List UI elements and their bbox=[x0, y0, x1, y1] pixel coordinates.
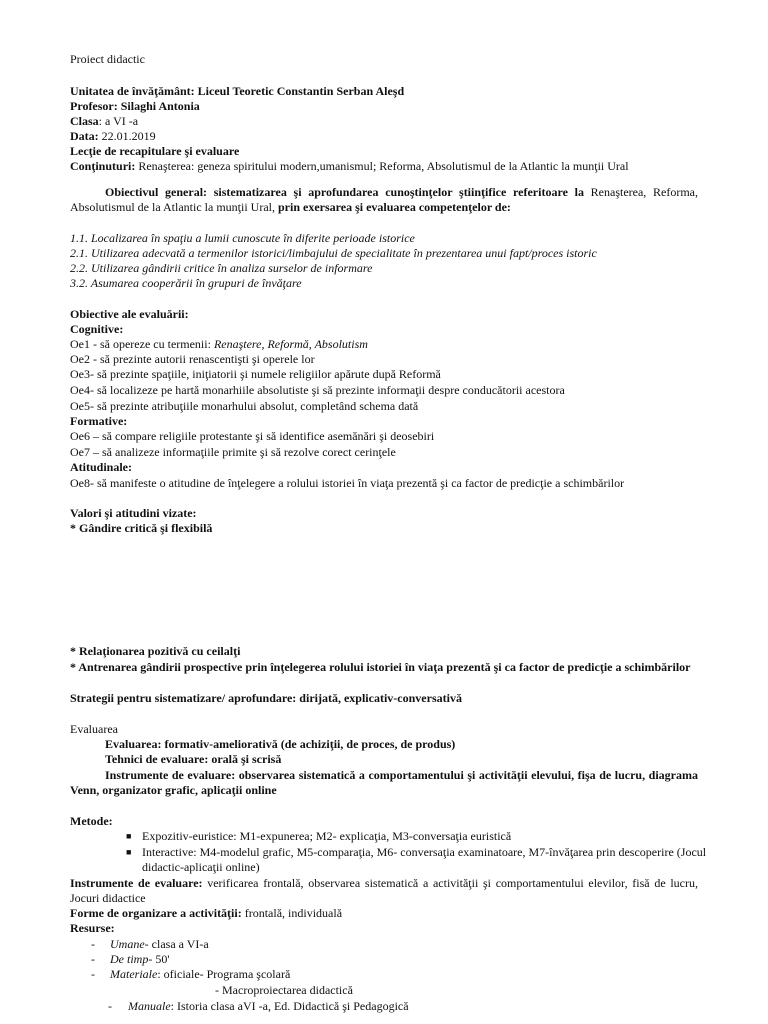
dash: - bbox=[108, 999, 112, 1013]
class-value: : a VI -a bbox=[98, 114, 139, 128]
method-item-cont: didactic-aplicaţii online) bbox=[142, 860, 260, 874]
objective-oe3: Oe3- să prezinte spaţiile, iniţiatorii şi numele religiilor apărute după Reformă bbox=[70, 367, 441, 381]
contents-label: Conţinuturi: bbox=[70, 159, 136, 173]
bullet-icon: ■ bbox=[126, 847, 132, 857]
competence-item: 3.2. Asumarea cooperării în grupuri de învăţare bbox=[70, 276, 302, 290]
method-item: Expozitiv-euristice: M1-expunerea; M2- explicaţia, M3-conversaţia euristică bbox=[142, 829, 512, 843]
evaluation-instruments: Instrumente de evaluare: observarea sistematică a comportamentului şi activităţii elevului, fişa de lucru, diagrama Venn, organizator grafic, aplicaţii online bbox=[70, 768, 698, 797]
objective-oe8: Oe8- să manifeste o atitudine de înţelegere a rolului istoriei în viaţa prezentă şi ca factor de predicţie a schimbărilor bbox=[70, 476, 625, 490]
doc-title: Proiect didactic bbox=[70, 52, 145, 66]
school-unit: Unitatea de învăţământ: Liceul Teoretic Constantin Serban Aleşd bbox=[70, 84, 405, 98]
methods-title: Metode: bbox=[70, 814, 113, 828]
lesson-type: Lecţie de recapitulare şi evaluare bbox=[70, 144, 240, 158]
teacher: Profesor: Silaghi Antonia bbox=[70, 99, 200, 113]
attitudinal-label: Atitudinale: bbox=[70, 460, 133, 474]
bullet-icon: ■ bbox=[126, 831, 132, 841]
resources-title: Resurse: bbox=[70, 921, 115, 935]
objective-oe2: Oe2 - să prezinte autorii renascentişti şi operele lor bbox=[70, 352, 315, 366]
resource-manuals: Manuale: Istoria clasa aVI -a, Ed. Didactică şi Pedagogică bbox=[128, 999, 409, 1013]
resource-materials: Materiale: oficiale- Programa şcolară bbox=[110, 967, 291, 981]
objective-oe4: Oe4- să localizeze pe hartă monarhiile absolutiste şi să prezinte informaţii despre conducătorii acestora bbox=[70, 383, 565, 397]
general-objective: Obiectivul general: sistematizarea şi aprofundarea cunoştinţelor ştiinţifice referitoare la Renaşterea, Reforma, Absolutismul de la Atlantic la munţii Ural, prin exersarea şi evaluarea competenţelor de: bbox=[70, 185, 698, 214]
strategies: Strategii pentru sistematizare/ aprofundare: dirijată, explicativ-conversativă bbox=[70, 691, 462, 705]
date-label: Data: bbox=[70, 129, 99, 143]
objective-oe7: Oe7 – să analizeze informaţiile primite şi să rezolve corect cerinţele bbox=[70, 445, 396, 459]
instruments-line: Instrumente de evaluare: verificarea frontală, observarea sistematică a activităţii şi comportamentului elevilor, fisă de lucru, Jocuri didactice bbox=[70, 876, 699, 905]
objective-oe5: Oe5- să prezinte atribuţiile monarhului absolut, completând schema dată bbox=[70, 399, 419, 413]
evaluation-techniques: Tehnici de evaluare: orală şi scrisă bbox=[105, 752, 282, 766]
dash: - bbox=[91, 937, 95, 951]
resource-macro: - Macroproiectarea didactică bbox=[215, 983, 353, 997]
value-item: * Gândire critică şi flexibilă bbox=[70, 521, 213, 535]
values-title: Valori şi atitudini vizate: bbox=[70, 506, 197, 520]
resource-human: Umane- clasa a VI-a bbox=[110, 937, 209, 951]
competence-item: 1.1. Localizarea în spaţiu a lumii cunoscute în diferite perioade istorice bbox=[70, 231, 415, 245]
dash: - bbox=[91, 952, 95, 966]
objective-oe1: Oe1 - să opereze cu termenii: Renaştere, Reformă, Absolutism bbox=[70, 337, 368, 351]
objective-oe6: Oe6 – să compare religiile protestante şi să identifice asemănări şi deosebiri bbox=[70, 429, 435, 443]
formative-label: Formative: bbox=[70, 414, 128, 428]
value-item: * Antrenarea gândirii prospective prin înţelegerea rolului istoriei în viaţa prezentă şi ca factor de predicţie a schimbărilor bbox=[70, 660, 691, 674]
contents-line bbox=[70, 159, 629, 174]
organization-forms: Forme de organizare a activităţii: frontală, individuală bbox=[70, 906, 343, 920]
resource-time: De timp- 50' bbox=[110, 952, 170, 966]
value-item: * Relaţionarea pozitivă cu ceilalţi bbox=[70, 644, 241, 658]
competence-item: 2.1. Utilizarea adecvată a termenilor istorici/limbajului de specialitate în prezentarea unui fapt/proces istoric bbox=[70, 246, 597, 260]
eval-objectives-title: Obiective ale evaluării: bbox=[70, 307, 189, 321]
cognitive-label: Cognitive: bbox=[70, 322, 124, 336]
class-line bbox=[70, 114, 138, 129]
dash: - bbox=[91, 967, 95, 981]
class-label: Clasa bbox=[70, 114, 99, 128]
method-item: Interactive: M4-modelul grafic, M5-comparaţia, M6- conversaţia examinatoare, M7-învăţarea prin descoperire (Jocul bbox=[142, 845, 707, 859]
competence-item: 2.2. Utilizarea gândirii critice în analiza surselor de informare bbox=[70, 261, 373, 275]
evaluation-title: Evaluarea bbox=[70, 722, 118, 736]
contents-value: Renaşterea: geneza spiritului modern,umanismul; Reforma, Absolutismul de la Atlantic la munţii Ural bbox=[135, 159, 629, 173]
evaluation-type: Evaluarea: formativ-ameliorativă (de achiziţii, de proces, de produs) bbox=[105, 737, 456, 751]
date-value: 22.01.2019 bbox=[98, 129, 156, 143]
date-line bbox=[70, 129, 156, 144]
